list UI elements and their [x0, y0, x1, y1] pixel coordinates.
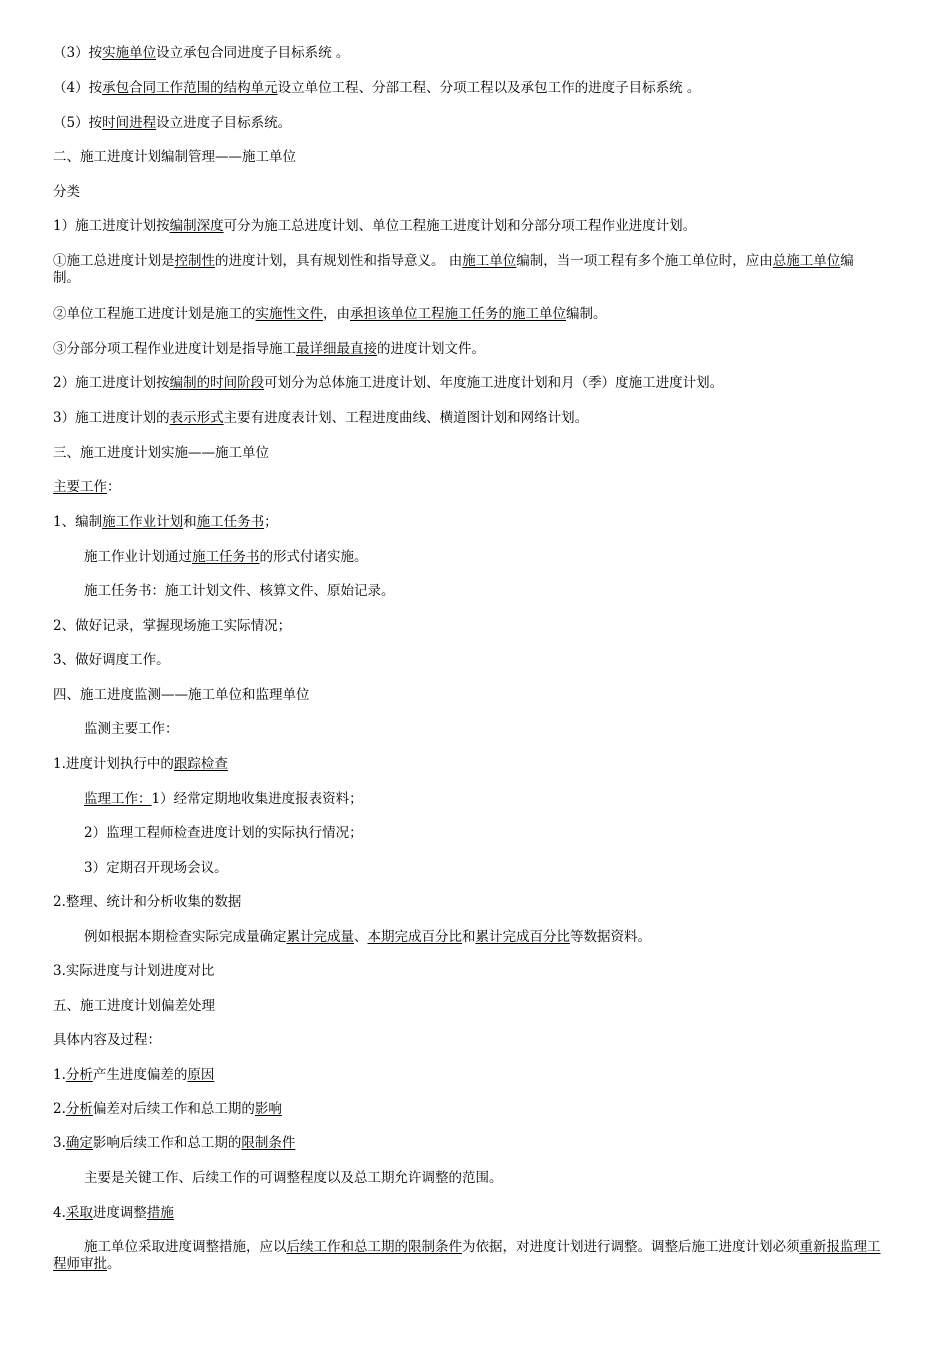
- text-line: 3）定期召开现场会议。: [84, 860, 228, 876]
- subheading: 具体内容及过程：: [53, 1032, 161, 1048]
- text-line: 2）监理工程师检查进度计划的实际执行情况；: [84, 825, 363, 841]
- text-line: 1、编制施工作业计划和施工任务书；: [53, 514, 278, 530]
- text-line: 3.实际进度与计划进度对比: [53, 963, 215, 979]
- section-heading: 二、施工进度计划编制管理——施工单位: [53, 149, 296, 165]
- text-line: 2.整理、统计和分析收集的数据: [53, 894, 242, 910]
- text-line: 施工任务书：施工计划文件、核算文件、原始记录。: [84, 583, 395, 599]
- text-line: （5）按时间进程设立进度子目标系统。: [53, 115, 292, 131]
- section-heading: 五、施工进度计划偏差处理: [53, 998, 215, 1014]
- text-line: 1）施工进度计划按编制深度可分为施工总进度计划、单位工程施工进度计划和分部分项工程作业进度计划。: [53, 218, 697, 234]
- text-line: 4.采取进度调整措施: [53, 1205, 174, 1221]
- text-paragraph: ①施工总进度计划是控制性的进度计划，具有规划性和指导意义。 由施工单位编制，当一项工程有多个施工单位时，应由总施工单位编制。: [53, 253, 854, 286]
- text-line: 3）施工进度计划的表示形式主要有进度表计划、工程进度曲线、横道图计划和网络计划。: [53, 410, 589, 426]
- text-line: （3）按实施单位设立承包合同进度子目标系统 。: [53, 45, 350, 61]
- text-line: 2.分析偏差对后续工作和总工期的影响: [53, 1101, 282, 1117]
- text-line: 3、做好调度工作。: [53, 652, 170, 668]
- text-line: 例如根据本期检查实际完成量确定累计完成量、本期完成百分比和累计完成百分比等数据资料。: [84, 929, 651, 945]
- text-line: 1.分析产生进度偏差的原因: [53, 1067, 215, 1083]
- text-line: 主要是关键工作、后续工作的可调整程度以及总工期允许调整的范围。: [84, 1170, 503, 1186]
- subheading: 主要工作：: [53, 479, 121, 495]
- text-line: ③分部分项工程作业进度计划是指导施工最详细最直接的进度计划文件。: [53, 341, 485, 357]
- section-heading: 三、施工进度计划实施——施工单位: [53, 445, 269, 461]
- text-line: 监理工作：1）经常定期地收集进度报表资料；: [84, 791, 363, 807]
- text-line: 2、做好记录，掌握现场施工实际情况；: [53, 618, 292, 634]
- text-line: （4）按承包合同工作范围的结构单元设立单位工程、分部工程、分项工程以及承包工作的进度子目标系统 。: [53, 80, 701, 96]
- text-paragraph: 施工单位采取进度调整措施，应以后续工作和总工期的限制条件为依据，对进度计划进行调整。调整后施工进度计划必须重新报监理工程师审批。: [53, 1239, 881, 1272]
- section-heading: 四、施工进度监测——施工单位和监理单位: [53, 687, 310, 703]
- text-line: 施工作业计划通过施工任务书的形式付诸实施。: [84, 549, 368, 565]
- subheading: 分类: [53, 184, 80, 200]
- text-line: 3.确定影响后续工作和总工期的限制条件: [53, 1135, 296, 1151]
- text-line: 1.进度计划执行中的跟踪检查: [53, 756, 228, 772]
- text-line: ②单位工程施工进度计划是施工的实施性文件，由承担该单位工程施工任务的施工单位编制。: [53, 306, 607, 322]
- text-line: 2）施工进度计划按编制的时间阶段可划分为总体施工进度计划、年度施工进度计划和月（季）度施工进度计划。: [53, 375, 724, 391]
- subheading: 监测主要工作：: [84, 721, 179, 737]
